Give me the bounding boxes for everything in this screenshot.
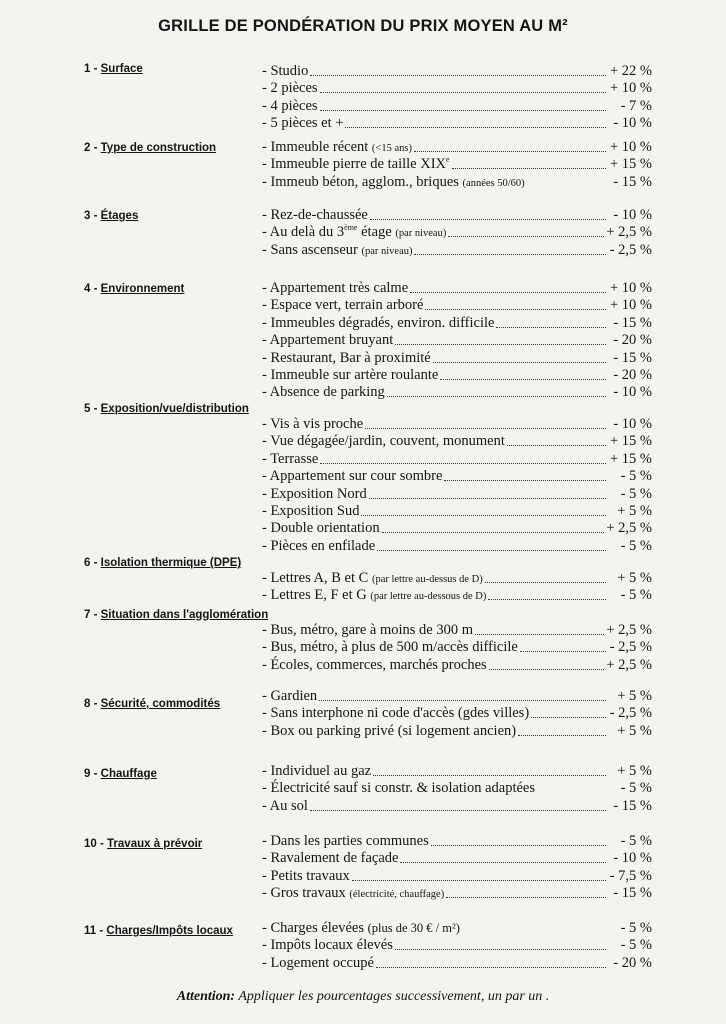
criterion-label — [262, 451, 318, 468]
dot-leader — [320, 92, 606, 93]
dot-leader — [395, 949, 606, 950]
weighting-value: - 5 % — [620, 920, 652, 936]
criterion-label — [262, 723, 516, 740]
weighting-value: + 5 % — [617, 570, 652, 586]
dot-leader — [320, 110, 606, 111]
grid-row — [262, 468, 652, 485]
criterion-text: - Gros travaux — [262, 885, 346, 902]
weighting-value: + 10 % — [609, 280, 652, 296]
section-number: 3 — [84, 210, 91, 222]
criterion-text: - Exposition Sud — [262, 503, 360, 519]
section-title: 2 - Type de construction — [84, 142, 217, 154]
section-label: Exposition/vue/distribution — [100, 403, 249, 415]
criterion-label — [262, 885, 444, 903]
weighting-value: + 5 % — [617, 763, 652, 779]
grid-row — [262, 622, 652, 639]
section-title: 3 - Étages — [84, 210, 139, 222]
grid-row — [262, 705, 652, 722]
dot-leader — [370, 219, 606, 220]
criterion-label — [262, 367, 438, 384]
weighting-value: - 10 % — [613, 207, 652, 223]
criterion-text: - Lettres A, B et C — [262, 570, 369, 586]
criterion-text: - Immeuble pierre de taille XIX — [262, 156, 446, 173]
grid-row — [262, 570, 652, 587]
criterion-text: - Appartement très calme — [262, 280, 409, 296]
weighting-value: + 2,5 % — [606, 656, 652, 673]
dot-leader — [444, 480, 606, 481]
criterion-text: - Absence de parking — [262, 384, 385, 401]
criterion-text: - Écoles, commerces, marchés proches — [262, 656, 487, 673]
criterion-text: - Double orientation — [262, 520, 380, 537]
section-number: 7 — [84, 609, 91, 621]
dot-leader — [352, 880, 606, 881]
section-number: 1 — [84, 63, 91, 75]
weighting-value: + 10 % — [609, 297, 652, 314]
criterion-label — [262, 384, 385, 401]
grid-row — [262, 280, 652, 297]
criterion-note: (par niveau) — [395, 228, 447, 240]
criterion-text-continued: étage — [357, 224, 392, 241]
criterion-label — [262, 920, 460, 937]
criterion-label — [262, 63, 308, 80]
weighting-value: + 15 % — [609, 156, 652, 173]
grid-row — [262, 955, 652, 972]
weighting-value: + 5 % — [617, 688, 652, 704]
weighting-value: + 2,5 % — [606, 622, 652, 638]
criterion-note: (électricité, chauffage) — [349, 889, 445, 901]
criterion-label — [262, 80, 318, 97]
criterion-text: - Immeubles dégradés, environ. difficile — [262, 314, 495, 331]
criterion-text: - 4 pièces — [262, 97, 318, 114]
weighting-value: + 22 % — [609, 63, 652, 79]
criterion-label — [262, 486, 367, 503]
grid-row — [262, 920, 652, 937]
criterion-label — [262, 468, 442, 485]
dot-leader — [345, 127, 606, 128]
footer-note — [0, 989, 726, 1005]
section-label: Isolation thermique (DPE) — [100, 557, 242, 569]
criterion-text: - Électricité sauf si constr. & isolation adaptées — [262, 780, 536, 797]
criterion-label — [262, 657, 487, 674]
weighting-value: - 5 % — [620, 833, 652, 849]
section-label: Environnement — [100, 283, 185, 295]
section-label: Surface — [100, 63, 143, 75]
grid-row — [262, 174, 652, 191]
weighting-value: - 2,5 % — [609, 241, 652, 258]
criterion-label — [262, 955, 374, 972]
weighting-value: + 2,5 % — [606, 520, 652, 537]
grid-row — [262, 723, 652, 740]
grid-row — [262, 297, 652, 314]
page-title: GRILLE DE PONDÉRATION DU PRIX MOYEN AU M² — [158, 17, 568, 35]
dot-leader — [320, 463, 606, 464]
dot-leader — [520, 651, 606, 652]
section-label: Type de construction — [100, 142, 217, 154]
criterion-note: (<15 ans) — [371, 143, 412, 154]
grid-row — [262, 98, 652, 115]
criterion-text: - Rez-de-chaussée — [262, 207, 368, 223]
criterion-label — [262, 850, 398, 867]
criterion-text: - Dans les parties communes — [262, 833, 429, 849]
criterion-text: - Charges élevées — [262, 920, 364, 936]
criterion-superscript: ème — [344, 223, 358, 233]
section-number: 5 — [84, 403, 91, 415]
dot-leader — [365, 428, 606, 429]
dot-leader — [489, 669, 605, 670]
criterion-label — [262, 868, 350, 885]
section-number: 11 — [84, 925, 97, 937]
dot-leader — [425, 309, 606, 310]
dot-leader — [488, 599, 606, 600]
section-number: 2 — [84, 142, 91, 154]
grid-row — [262, 520, 652, 537]
criterion-text: - Petits travaux — [262, 867, 350, 884]
criterion-label — [262, 332, 393, 349]
dot-leader — [376, 967, 606, 968]
weighting-value: - 15 % — [613, 314, 652, 331]
weighting-value: - 10 % — [613, 416, 652, 432]
criterion-text: - Bus, métro, à plus de 500 m/accès difficile — [262, 639, 518, 656]
footer-label: Attention: — [176, 989, 236, 1004]
criterion-label — [262, 174, 525, 192]
criterion-label — [262, 937, 393, 954]
section-title: 4 - Environnement — [84, 283, 185, 295]
section-label: Chauffage — [100, 768, 157, 780]
criterion-text: - Vue dégagée/jardin, couvent, monument — [262, 433, 505, 450]
dot-leader — [531, 717, 606, 718]
grid-row — [262, 850, 652, 867]
grid-row — [262, 587, 652, 604]
grid-row — [262, 332, 652, 349]
dot-leader — [485, 582, 606, 583]
criterion-text: - Bus, métro, gare à moins de 300 m — [262, 622, 474, 638]
grid-row — [262, 367, 652, 384]
section-label: Sécurité, commodités — [100, 698, 221, 710]
criterion-label — [262, 297, 423, 314]
grid-row — [262, 115, 652, 132]
weighting-value: - 15 % — [613, 885, 652, 902]
criterion-label — [262, 587, 486, 605]
weighting-value: - 20 % — [613, 367, 652, 383]
weighting-value: + 5 % — [617, 503, 652, 519]
criterion-label — [262, 115, 343, 132]
grid-row — [262, 350, 652, 367]
criterion-label — [262, 433, 505, 450]
weighting-value: - 10 % — [613, 850, 652, 867]
dot-leader — [496, 327, 606, 328]
grid-row — [262, 486, 652, 503]
criterion-text: - Sans interphone ni code d'accès (gdes villes) — [262, 705, 530, 722]
grid-row — [262, 224, 652, 241]
criterion-superscript: e — [446, 155, 450, 165]
grid-row — [262, 538, 652, 555]
dot-leader — [414, 254, 606, 255]
grid-row — [262, 657, 652, 674]
section-title: 9 - Chauffage — [84, 768, 157, 780]
section-title: 1 - Surface — [84, 63, 143, 75]
criterion-text: - 5 pièces et + — [262, 115, 344, 132]
weighting-value: - 20 % — [613, 332, 652, 349]
weighting-value: - 15 % — [613, 349, 652, 366]
criterion-label — [262, 242, 412, 260]
grid-row — [262, 885, 652, 902]
criterion-label — [262, 207, 368, 224]
criterion-label — [262, 538, 375, 555]
weighting-value: - 7 % — [620, 97, 652, 114]
criterion-label — [262, 280, 408, 297]
grid-row — [262, 156, 652, 173]
section-label: Travaux à prévoir — [107, 838, 203, 850]
criterion-note: (plus de 30 € / m²) — [367, 921, 460, 935]
criterion-text: - Impôts locaux élevés — [262, 937, 393, 954]
criterion-label — [262, 798, 308, 815]
weighting-value: - 7,5 % — [609, 867, 652, 884]
criterion-text: - Terrasse — [262, 450, 319, 467]
grid-row — [262, 763, 652, 780]
dot-leader — [410, 292, 606, 293]
grid-row — [262, 63, 652, 80]
criterion-note: (années 50/60) — [462, 177, 525, 189]
criterion-text: - Immeuble sur artère roulante — [262, 367, 439, 383]
criterion-text: - Au sol — [262, 797, 308, 814]
weighting-value: - 5 % — [620, 937, 652, 954]
grid-row — [262, 80, 652, 97]
dot-leader — [387, 396, 606, 397]
dot-leader — [382, 532, 605, 533]
weighting-value: - 20 % — [613, 954, 652, 971]
criterion-text: - Studio — [262, 63, 309, 79]
dot-leader — [377, 550, 606, 551]
grid-row — [262, 639, 652, 656]
criterion-text: - Lettres E, F et G — [262, 587, 367, 604]
dot-leader — [518, 735, 606, 736]
grid-row — [262, 384, 652, 401]
section-label: Charges/Impôts locaux — [106, 925, 233, 937]
weighting-value: - 10 % — [613, 115, 652, 132]
grid-row — [262, 315, 652, 332]
criterion-text: - Espace vert, terrain arboré — [262, 297, 424, 314]
dot-leader — [446, 897, 606, 898]
section-number: 4 — [84, 283, 91, 295]
weighting-value: - 5 % — [620, 780, 652, 797]
section-title: 6 - Isolation thermique (DPE) — [84, 557, 242, 569]
dot-leader — [440, 379, 606, 380]
dot-leader — [475, 634, 604, 635]
criterion-text: - Box ou parking privé (si logement ancien) — [262, 722, 517, 739]
criterion-text: - Immeuble récent — [262, 139, 369, 155]
criterion-text: - Au delà du 3 — [262, 224, 345, 241]
grid-row — [262, 780, 652, 797]
dot-leader — [373, 775, 606, 776]
weighting-value: + 15 % — [609, 450, 652, 467]
criterion-label — [262, 622, 473, 639]
criterion-text: - Individuel au gaz — [262, 763, 372, 779]
criterion-text: - Appartement bruyant — [262, 332, 394, 349]
section-number: 8 — [84, 698, 91, 710]
dot-leader — [310, 810, 606, 811]
weighting-value: - 10 % — [613, 384, 652, 401]
criterion-label — [262, 315, 494, 332]
criterion-text: - Sans ascenseur — [262, 241, 358, 258]
weighting-value: - 15 % — [613, 173, 652, 190]
section-number: 6 — [84, 557, 91, 569]
dot-leader — [400, 862, 606, 863]
weighting-value: + 15 % — [609, 433, 652, 450]
criterion-label — [262, 503, 359, 520]
weighting-value: - 2,5 % — [609, 639, 652, 656]
criterion-label — [262, 833, 429, 850]
weighting-value: - 5 % — [620, 587, 652, 604]
footer-text: Appliquer les pourcentages successivement, un par un . — [238, 989, 550, 1004]
criterion-note: (par lettre au-dessous de D) — [370, 591, 487, 603]
section-label: Situation dans l'agglomération — [100, 609, 269, 621]
weighting-value: + 5 % — [617, 722, 652, 739]
criterion-label — [262, 350, 431, 367]
section-label: Étages — [100, 210, 139, 222]
weighting-value: + 2,5 % — [606, 224, 652, 241]
criterion-text: - Appartement sur cour sombre — [262, 468, 443, 485]
grid-row — [262, 451, 652, 468]
criterion-label — [262, 688, 317, 705]
grid-row — [262, 139, 652, 156]
criterion-text: - Exposition Nord — [262, 485, 367, 502]
criterion-note: (par lettre au-dessus de D) — [371, 574, 483, 585]
grid-row — [262, 868, 652, 885]
criterion-label — [262, 98, 318, 115]
grid-row — [262, 416, 652, 433]
criterion-label — [262, 705, 529, 722]
grid-row — [262, 207, 652, 224]
criterion-text: - Ravalement de façade — [262, 850, 399, 867]
grid-row — [262, 242, 652, 259]
criterion-label — [262, 763, 371, 780]
criterion-text: - Logement occupé — [262, 954, 374, 971]
criterion-label — [262, 416, 363, 433]
dot-leader — [507, 445, 606, 446]
grid-row — [262, 688, 652, 705]
section-title: 5 - Exposition/vue/distribution — [84, 403, 249, 415]
weighting-value: - 2,5 % — [609, 705, 652, 722]
grid-row — [262, 937, 652, 954]
weighting-value: - 5 % — [620, 485, 652, 502]
criterion-text: - Restaurant, Bar à proximité — [262, 349, 431, 366]
criterion-label — [262, 156, 450, 173]
criterion-label — [262, 639, 518, 656]
grid-row — [262, 833, 652, 850]
section-number: 10 — [84, 838, 97, 850]
section-number: 9 — [84, 768, 91, 780]
dot-leader — [361, 515, 606, 516]
criterion-note: (par niveau) — [361, 245, 413, 257]
criterion-label — [262, 570, 483, 588]
section-title: 7 - Situation dans l'agglomération — [84, 609, 269, 621]
dot-leader — [431, 845, 606, 846]
criterion-text: - Immeub béton, agglom., briques — [262, 173, 459, 190]
dot-leader — [395, 344, 606, 345]
criterion-text: - 2 pièces — [262, 80, 318, 97]
dot-leader — [369, 498, 606, 499]
dot-leader — [452, 168, 606, 169]
dot-leader — [310, 75, 606, 76]
grid-row — [262, 433, 652, 450]
grid-row — [262, 798, 652, 815]
dot-leader — [448, 236, 604, 237]
criterion-label — [262, 224, 446, 242]
weighting-value: + 10 % — [609, 80, 652, 97]
criterion-text: - Pièces en enfilade — [262, 537, 376, 554]
section-title: 8 - Sécurité, commodités — [84, 698, 221, 710]
criterion-text: - Gardien — [262, 688, 318, 704]
criterion-label — [262, 139, 412, 157]
weighting-value: - 5 % — [620, 537, 652, 554]
weighting-value: - 5 % — [620, 468, 652, 485]
dot-leader — [319, 700, 606, 701]
dot-leader — [414, 151, 606, 152]
weighting-value: + 10 % — [609, 139, 652, 155]
grid-row — [262, 503, 652, 520]
weighting-value: - 15 % — [613, 797, 652, 814]
criterion-text: - Vis à vis proche — [262, 416, 364, 432]
criterion-label — [262, 520, 380, 537]
section-title: 11 - Charges/Impôts locaux — [84, 925, 233, 937]
criterion-label — [262, 780, 535, 797]
section-title: 10 - Travaux à prévoir — [84, 838, 203, 850]
dot-leader — [433, 362, 606, 363]
